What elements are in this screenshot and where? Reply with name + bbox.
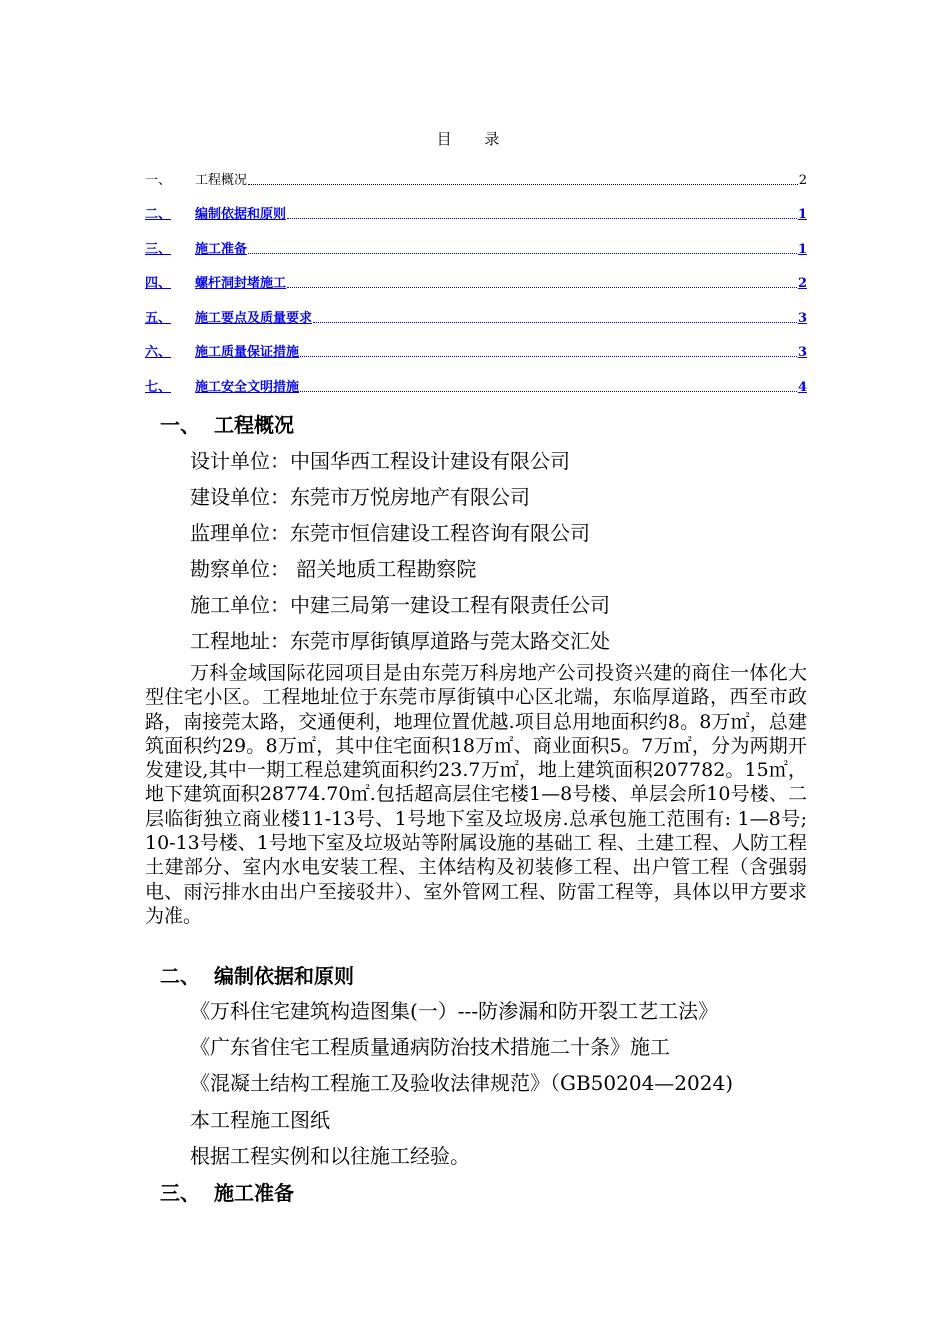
section-heading-basis [160, 960, 354, 989]
toc-item-label: 工程概况 [195, 173, 248, 188]
toc-leader-dots [248, 184, 798, 185]
toc-item-page: 2 [797, 276, 807, 291]
section-title: 编制依据和原则 [214, 964, 354, 988]
section-heading-preparation [160, 1177, 294, 1206]
toc-item-page: 3 [797, 311, 807, 326]
toc-item-num: 五、 [145, 311, 172, 326]
toc-item-page: 1 [797, 207, 807, 222]
reference-item: 《万科住宅建筑构造图集(一）---防渗漏和防开裂工艺工法》 [190, 999, 719, 1023]
toc-item-label: 施工安全文明措施 [195, 380, 300, 395]
reference-item: 《广东省住宅工程质量通病防治技术措施二十条》施工 [190, 1035, 670, 1059]
construction-owner-line: 建设单位：东莞市万悦房地产有限公司 [190, 485, 530, 509]
project-address-line: 工程地址：东莞市厚街镇厚道路与莞太路交汇处 [190, 629, 610, 653]
section-title: 施工准备 [214, 1181, 294, 1205]
toc-item-page: 3 [797, 345, 807, 360]
toc-item-num: 四、 [145, 276, 172, 291]
toc-leader-dots [287, 218, 797, 219]
reference-item: 《混凝土结构工程施工及验收法律规范》（GB50204—2024) [190, 1071, 733, 1095]
section-heading-overview [160, 409, 294, 438]
section-number: 一、 [160, 413, 200, 437]
toc-leader-dots [313, 322, 797, 323]
toc-item-safety[interactable] [145, 379, 807, 395]
toc-item-bolt-hole[interactable] [145, 275, 807, 291]
toc-item-overview[interactable] [145, 172, 807, 188]
design-unit-line: 设计单位：中国华西工程设计建设有限公司 [190, 449, 570, 473]
toc-item-label: 施工质量保证措施 [195, 345, 300, 360]
toc-item-label: 编制依据和原则 [195, 207, 287, 222]
toc-item-basis[interactable] [145, 206, 807, 222]
toc-leader-dots [248, 253, 797, 254]
toc-item-preparation[interactable] [145, 241, 807, 257]
section-title: 工程概况 [214, 413, 294, 437]
project-description-paragraph: 万科金域国际花园项目是由东莞万科房地产公司投资兴建的商住一体化大型住宅小区。工程地址位于东莞市厚街镇中心区北端，东临厚道路，西至市政路，南接莞太路，交通便利，地理位置优越.项目总用地面积约8。8万㎡，总建筑面积约29。8万㎡，其中住宅面积18万㎡、商业面积5。7万㎡，分为两期开发建设,其中一期工程总建筑面积约23.7万㎡，地上建筑面积207782。15㎡，地下建筑面积28774.70㎡.包括超高层住宅楼1—8号楼、单层会所10号楼、二层临街独立商业楼11-13号、1号地下室及垃圾房.总承包施工范围有: 1—8号; 10-13号楼、1号地下室及垃圾站等附属设施的基础工 程、土建工程、人防工程土建部分、室内水电安装工程、主体结构及初装修工程、出户管工程（含强弱电、雨污排水由出户至接驳井）、室外管网工程、防雷工程等，具体以甲方要求为准。 [145, 662, 807, 927]
toc-item-key-points[interactable] [145, 310, 807, 326]
toc-item-quality[interactable] [145, 344, 807, 360]
toc-leader-dots [300, 356, 797, 357]
toc-item-page: 2 [798, 173, 807, 188]
toc-leader-dots [287, 287, 797, 288]
toc-item-label: 施工要点及质量要求 [195, 311, 313, 326]
section-number: 三、 [160, 1181, 200, 1205]
toc-item-num: 一、 [145, 173, 172, 188]
reference-item: 根据工程实例和以往施工经验。 [190, 1144, 470, 1168]
toc-item-num: 三、 [145, 242, 172, 257]
toc-item-num: 七、 [145, 380, 172, 395]
reference-item: 本工程施工图纸 [190, 1108, 330, 1132]
toc-item-label: 螺杆洞封堵施工 [195, 276, 287, 291]
toc-item-num: 六、 [145, 345, 172, 360]
toc-title: 目 录 [436, 130, 514, 148]
toc-item-label: 施工准备 [195, 242, 248, 257]
toc-leader-dots [300, 391, 797, 392]
supervision-unit-line: 监理单位：东莞市恒信建设工程咨询有限公司 [190, 521, 590, 545]
toc-item-num: 二、 [145, 207, 172, 222]
toc-item-page: 4 [797, 380, 807, 395]
survey-unit-line: 勘察单位： 韶关地质工程勘察院 [190, 557, 477, 581]
section-number: 二、 [160, 964, 200, 988]
contractor-line: 施工单位：中建三局第一建设工程有限责任公司 [190, 593, 610, 617]
toc-item-page: 1 [797, 242, 807, 257]
